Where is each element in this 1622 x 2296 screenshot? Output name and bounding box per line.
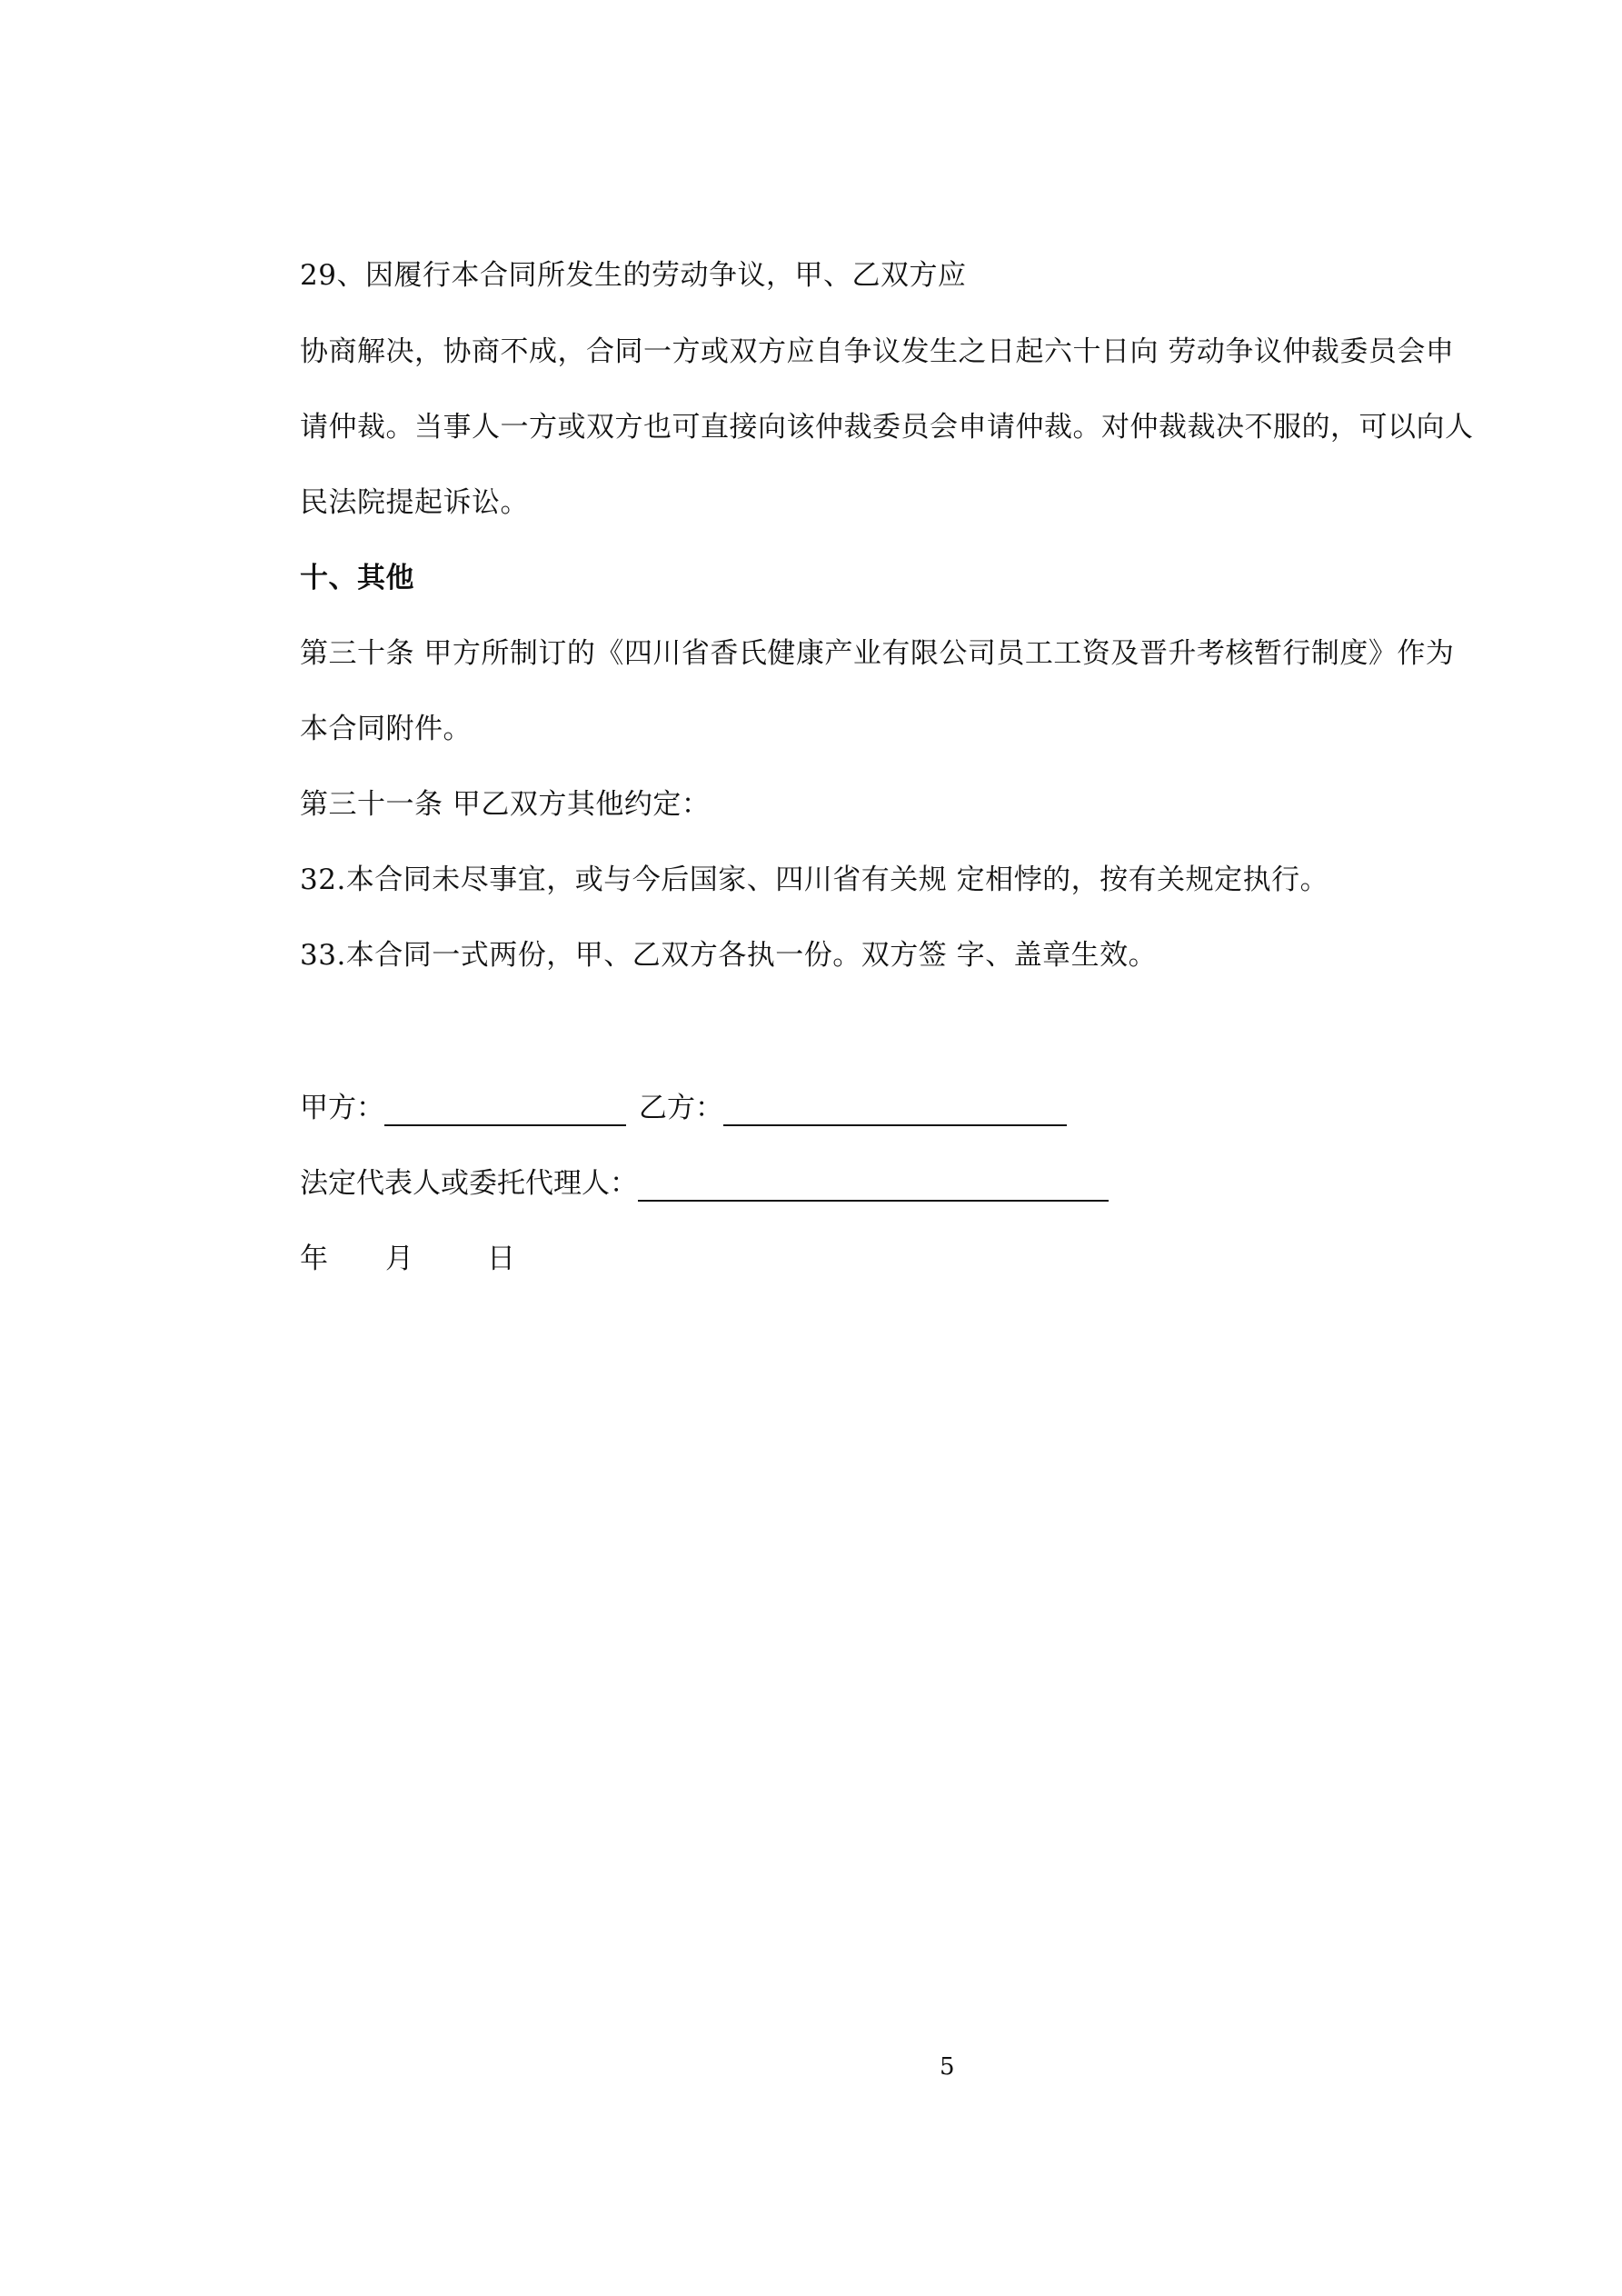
- article-29-line-4: 民法院提起诉讼。: [300, 486, 529, 519]
- party-b-signature-blank[interactable]: [723, 1097, 1067, 1126]
- article-30-line-2: 本合同附件。: [300, 713, 472, 745]
- page-number: 5: [940, 2053, 955, 2081]
- article-31: 第三十一条 甲乙双方其他约定：: [300, 788, 711, 821]
- party-signature-row: [300, 1090, 1080, 1126]
- representative-row: [300, 1165, 1121, 1202]
- article-29-line-1: 29、因履行本合同所发生的劳动争议，甲、乙双方应: [300, 259, 967, 292]
- day-label: 日: [487, 1243, 515, 1275]
- article-29-line-2: 协商解决，协商不成，合同一方或双方应自争议发生之日起六十日向 劳动争议仲裁委员会申: [300, 335, 1455, 368]
- item-32: 32.本合同未尽事宜，或与今后国家、四川省有关规 定相悖的，按有关规定执行。: [300, 863, 1329, 896]
- representative-label: 法定代表人或委托代理人：: [300, 1167, 638, 1200]
- section-heading-other: 十、其他: [300, 562, 414, 594]
- representative-signature-blank[interactable]: [638, 1173, 1109, 1202]
- year-label: 年: [300, 1243, 328, 1275]
- month-label: 月: [385, 1243, 413, 1275]
- item-33: 33.本合同一式两份，甲、乙双方各执一份。双方签 字、盖章生效。: [300, 939, 1158, 972]
- party-a-signature-blank[interactable]: [384, 1097, 626, 1126]
- party-b-label: 乙方：: [639, 1092, 723, 1124]
- date-row: [300, 1241, 515, 1277]
- article-30-line-1: 第三十条 甲方所制订的《四川省香氏健康产业有限公司员工工资及晋升考核暂行制度》作为: [300, 637, 1455, 670]
- article-29-line-3: 请仲裁。当事人一方或双方也可直接向该仲裁委员会申请仲裁。对仲裁裁决不服的，可以向人: [300, 411, 1474, 444]
- party-a-label: 甲方：: [300, 1092, 384, 1124]
